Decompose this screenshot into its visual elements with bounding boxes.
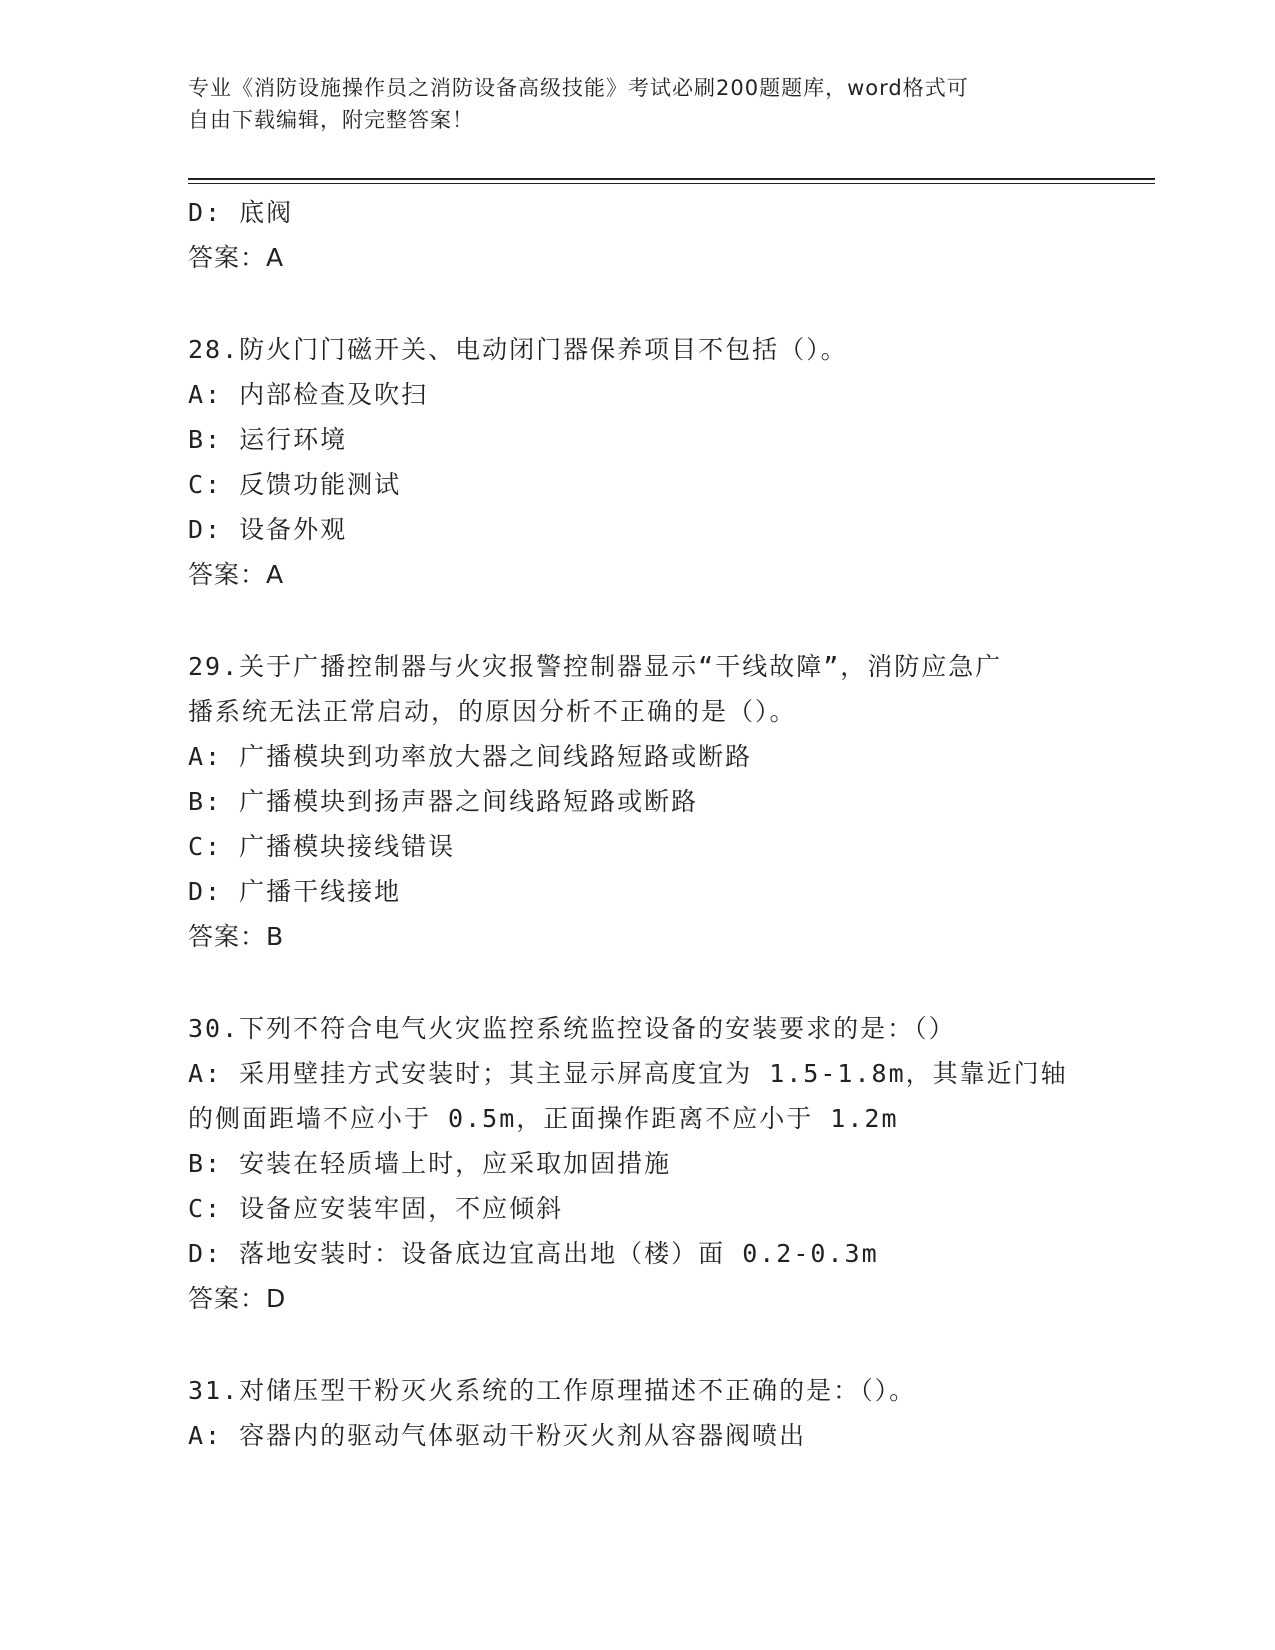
document-header bbox=[188, 72, 1088, 136]
option-c: C: 反馈功能测试 bbox=[188, 470, 402, 499]
spacer bbox=[188, 280, 1088, 327]
spacer bbox=[188, 1321, 1088, 1368]
document-body bbox=[188, 190, 1088, 1458]
spacer bbox=[188, 597, 1088, 644]
question-stem: 31.对储压型干粉灭火系统的工作原理描述不正确的是：（）。 bbox=[188, 1376, 917, 1405]
question-stem-continued: 播系统无法正常启动，的原因分析不正确的是（）。 bbox=[188, 697, 797, 726]
option-a: A: 容器内的驱动气体驱动干粉灭火剂从容器阀喷出 bbox=[188, 1421, 807, 1450]
option-d: D: 落地安装时：设备底边宜高出地（楼）面 0.2-0.3m bbox=[188, 1239, 879, 1268]
option-a-continued: 的侧面距墙不应小于 0.5m，正面操作距离不应小于 1.2m bbox=[188, 1104, 899, 1133]
question-stem: 30.下列不符合电气火灾监控系统监控设备的安装要求的是：（） bbox=[188, 1014, 956, 1043]
option-b: B: 运行环境 bbox=[188, 425, 348, 454]
answer-line: 答案：D bbox=[188, 1284, 287, 1313]
question-stem: 28.防火门门磁开关、电动闭门器保养项目不包括（）。 bbox=[188, 335, 848, 364]
header-line-2: 自由下载编辑，附完整答案！ bbox=[188, 108, 474, 132]
option-a: A: 采用壁挂方式安装时；其主显示屏高度宜为 1.5-1.8m，其靠近门轴 bbox=[188, 1059, 1068, 1088]
question-30 bbox=[188, 1006, 1088, 1321]
option-b: B: 安装在轻质墙上时，应采取加固措施 bbox=[188, 1149, 672, 1178]
option-c: C: 广播模块接线错误 bbox=[188, 832, 456, 861]
option-a: A: 广播模块到功率放大器之间线路短路或断路 bbox=[188, 742, 753, 771]
spacer bbox=[188, 959, 1088, 1006]
option-a: A: 内部检查及吹扫 bbox=[188, 380, 429, 409]
answer-line: 答案：B bbox=[188, 922, 285, 951]
option-c: C: 设备应安装牢固，不应倾斜 bbox=[188, 1194, 564, 1223]
question-28 bbox=[188, 327, 1088, 597]
question-27-tail bbox=[188, 190, 1088, 280]
header-rule-thick bbox=[188, 178, 1155, 180]
question-31 bbox=[188, 1368, 1088, 1458]
option-d: D: 设备外观 bbox=[188, 515, 348, 544]
header-line-1: 专业《消防设施操作员之消防设备高级技能》考试必刷200题题库，word格式可 bbox=[188, 76, 969, 100]
question-stem: 29.关于广播控制器与火灾报警控制器显示“干线故障”，消防应急广 bbox=[188, 652, 1003, 681]
header-rule-thin bbox=[188, 183, 1155, 184]
option-d: D: 底阀 bbox=[188, 198, 294, 227]
answer-line: 答案：A bbox=[188, 243, 285, 272]
option-b: B: 广播模块到扬声器之间线路短路或断路 bbox=[188, 787, 699, 816]
answer-line: 答案：A bbox=[188, 560, 285, 589]
option-d: D: 广播干线接地 bbox=[188, 877, 402, 906]
question-29 bbox=[188, 644, 1088, 959]
